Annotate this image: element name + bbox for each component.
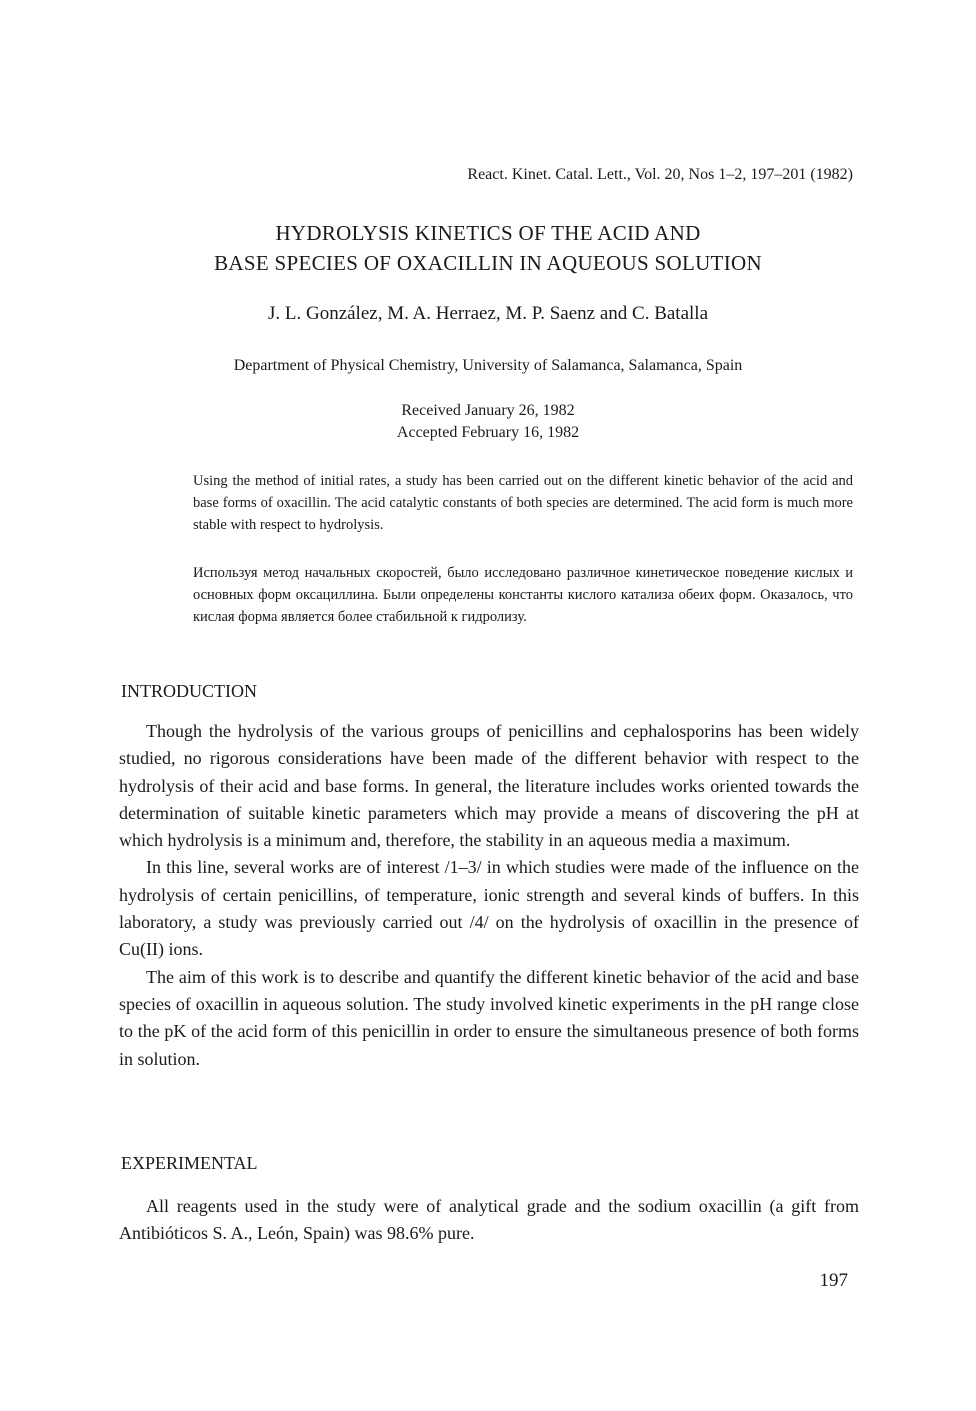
introduction-heading: INTRODUCTION (121, 681, 257, 701)
paragraph: The aim of this work is to describe and quantify the different kinetic behavior of the acid and base species of oxacillin in aqueous solution. The study involved kinetic experiments in the pH range close to the pK of the acid form of this penicillin in order to ensure the simultaneous presence of both forms in solution. (119, 966, 859, 1069)
affiliation: Department of Physical Chemistry, University of Salamanca, Salamanca, Spain (233, 357, 743, 374)
paragraph: Though the hydrolysis of the various groups of penicillins and cephalosporins has been widely studied, no rigorous considerations have been made of the different behavior with respect to the hydrolysis of their acid and base forms. In general, the literature includes works oriented towards the determination of suitable kinetic parameters which may provide a means of discovering the pH at which hydrolysis is a minimum and, therefore, the stability in an aqueous media a maximum. (119, 721, 859, 851)
received-date: Received January 26, 1982 (401, 402, 575, 419)
experimental-heading: EXPERIMENTAL (121, 1153, 258, 1173)
submission-dates (0, 400, 976, 444)
title-line-1: HYDROLYSIS KINETICS OF THE ACID AND (275, 221, 701, 245)
journal-reference: React. Kinet. Catal. Lett., Vol. 20, Nos 1–2, 197–201 (1982) (467, 166, 853, 183)
abstract-english: Using the method of initial rates, a study has been carried out on the different kinetic behavior of the acid and base forms of oxacillin. The acid catalytic constants of both species are determined. The acid form is much more stable with respect to hydrolysis. (193, 473, 853, 533)
paragraph: All reagents used in the study were of analytical grade and the sodium oxacillin (a gift from Antibióticos S. A., León, Spain) was 98.6% pure. (119, 1196, 859, 1244)
paper-title (0, 218, 976, 278)
page-number: 197 (819, 1270, 848, 1291)
abstract-russian: Используя метод начальных скоростей, было исследовано различное кинетическое поведение кислых и основных форм оксациллина. Были определены константы кислого катализа обеих форм. Оказалось, что кислая форма является более стабильной к гидролизу. (193, 565, 853, 625)
experimental-body (119, 1193, 859, 1248)
title-line-2: BASE SPECIES OF OXACILLIN IN AQUEOUS SOLUTION (214, 251, 762, 275)
paragraph: In this line, several works are of interest /1–3/ in which studies were made of the influence on the hydrolysis of certain penicillins, of temperature, ionic strength and several kinds of buffers. In this laboratory, a study was previously carried out /4/ on the hydrolysis of oxacillin in the presence of Cu(II) ions. (119, 857, 859, 960)
author-list: J. L. González, M. A. Herraez, M. P. Saenz and C. Batalla (267, 303, 709, 324)
introduction-body (119, 718, 859, 1073)
accepted-date: Accepted February 16, 1982 (396, 424, 580, 441)
